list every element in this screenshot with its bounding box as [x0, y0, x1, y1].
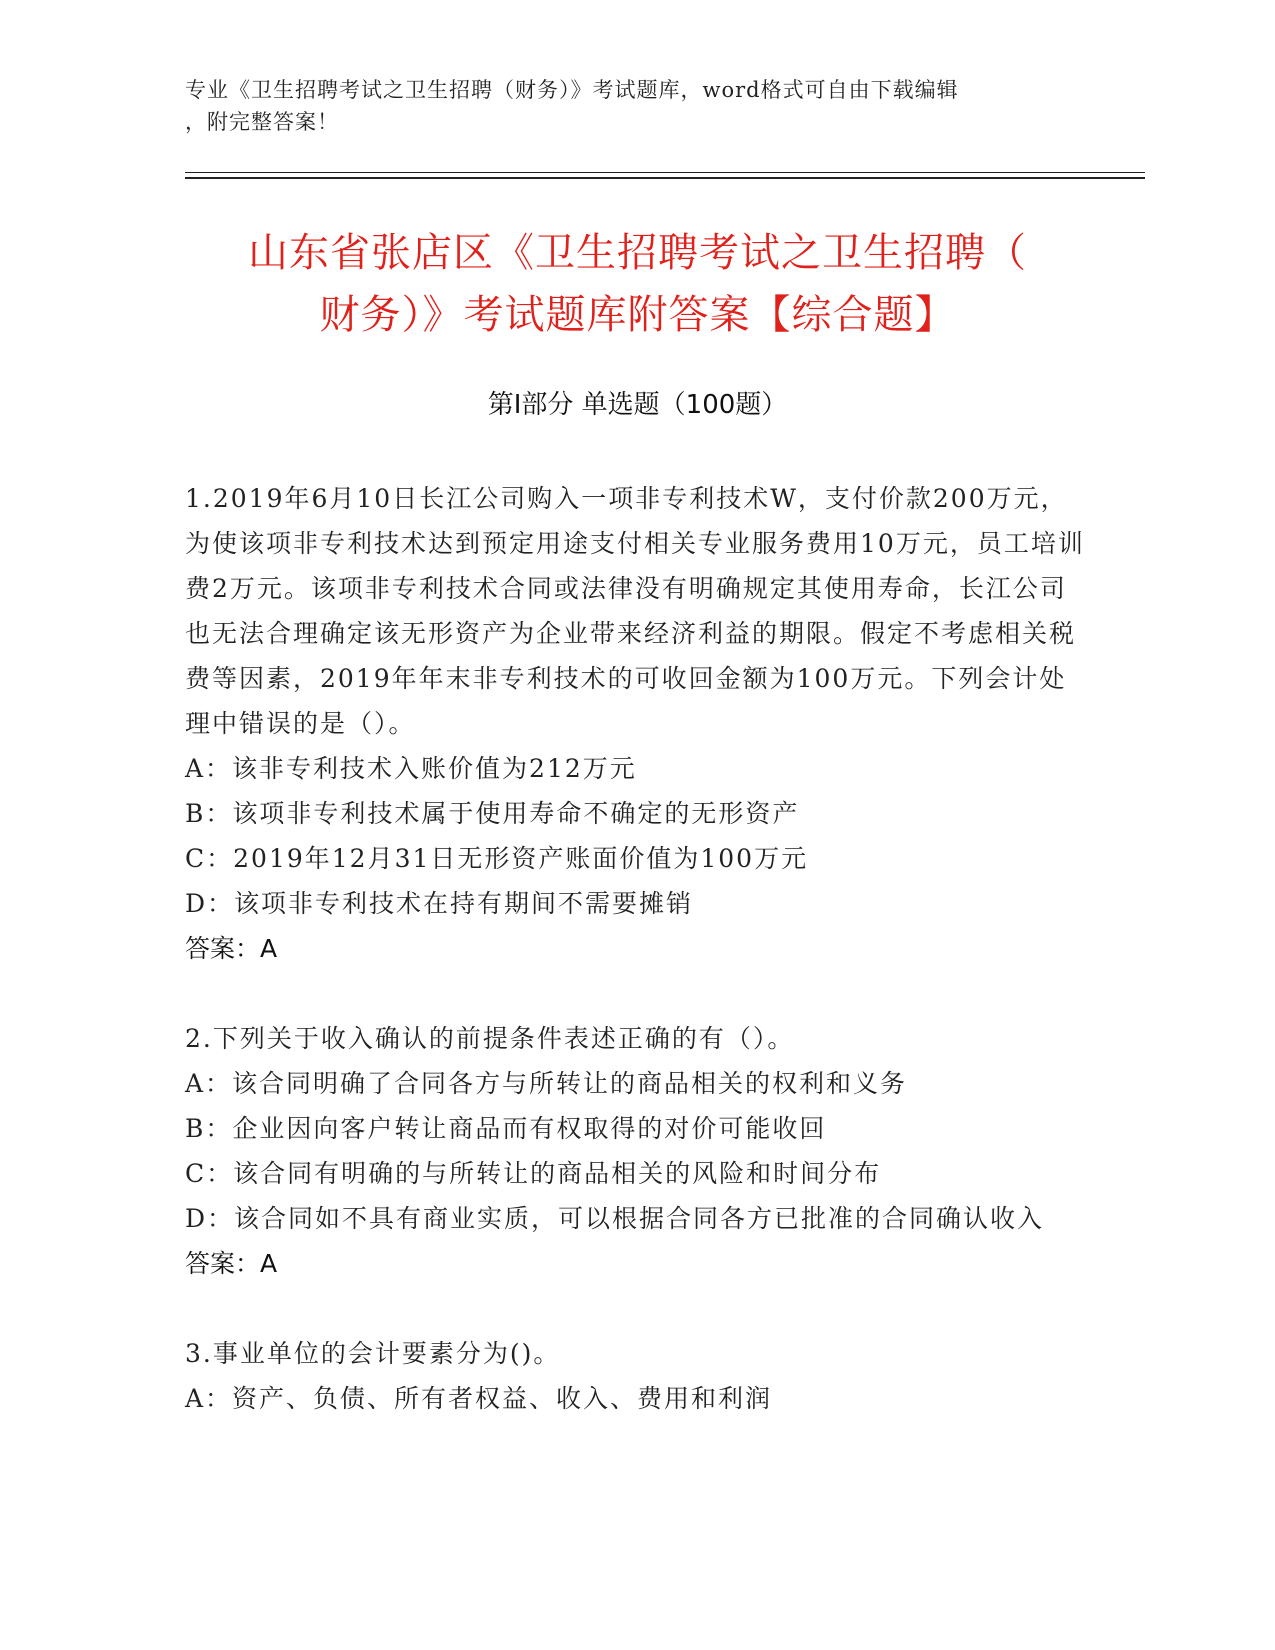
question-1: [185, 476, 1085, 971]
document-title-line2: 财务）》考试题库附答案【综合题】: [319, 292, 956, 338]
question-stem: 3.事业单位的会计要素分为()。: [185, 1339, 561, 1368]
option-c: C：2019年12月31日无形资产账面价值为100万元: [185, 844, 809, 873]
option-b: B：企业因向客户转让商品而有权取得的对价可能收回: [185, 1114, 827, 1143]
option-d: D：该项非专利技术在持有期间不需要摊销: [185, 889, 694, 918]
divider-thick: [185, 177, 1145, 179]
question-list: [185, 476, 1085, 1421]
option-d: D：该合同如不具有商业实质，可以根据合同各方已批准的合同确认收入: [185, 1204, 1045, 1233]
divider-thin: [185, 172, 1145, 173]
option-a: A：该合同明确了合同各方与所转让的商品相关的权利和义务: [185, 1069, 908, 1098]
option-c: C：该合同有明确的与所转让的商品相关的风险和时间分布: [185, 1159, 882, 1188]
answer: 答案：A: [185, 934, 278, 963]
option-a: A：资产、负债、所有者权益、收入、费用和利润: [185, 1384, 773, 1413]
section-heading: 第Ⅰ部分 单选题（100题）: [487, 390, 788, 420]
answer: 答案：A: [185, 1249, 278, 1278]
header-note: [185, 74, 1065, 138]
question-2: [185, 1016, 1085, 1286]
header-note-line1: 专业《卫生招聘考试之卫生招聘（财务）》考试题库，word格式可自由下载编辑: [185, 78, 959, 102]
document-title: [185, 222, 1090, 346]
question-stem: 2.下列关于收入确认的前提条件表述正确的有（）。: [185, 1024, 795, 1053]
option-a: A：该非专利技术入账价值为212万元: [185, 754, 637, 783]
header-note-line2: ，附完整答案！: [185, 110, 339, 134]
option-b: B：该项非专利技术属于使用寿命不确定的无形资产: [185, 799, 800, 828]
document-title-line1: 山东省张店区《卫生招聘考试之卫生招聘（: [248, 230, 1027, 276]
question-stem: 1.2019年6月10日长江公司购入一项非专利技术W，支付价款200万元，为使该项非专利技术达到预定用途支付相关专业服务费用10万元，员工培训费2万元。该项非专利技术合同或法律没有明确规定其使用寿命，长江公司也无法合理确定该无形资产为企业带来经济利益的期限。假定不考虑相关税费等因素，2019年年末非专利技术的可收回金额为100万元。下列会计处理中错误的是（）。: [185, 484, 1085, 738]
question-3: [185, 1331, 1085, 1421]
